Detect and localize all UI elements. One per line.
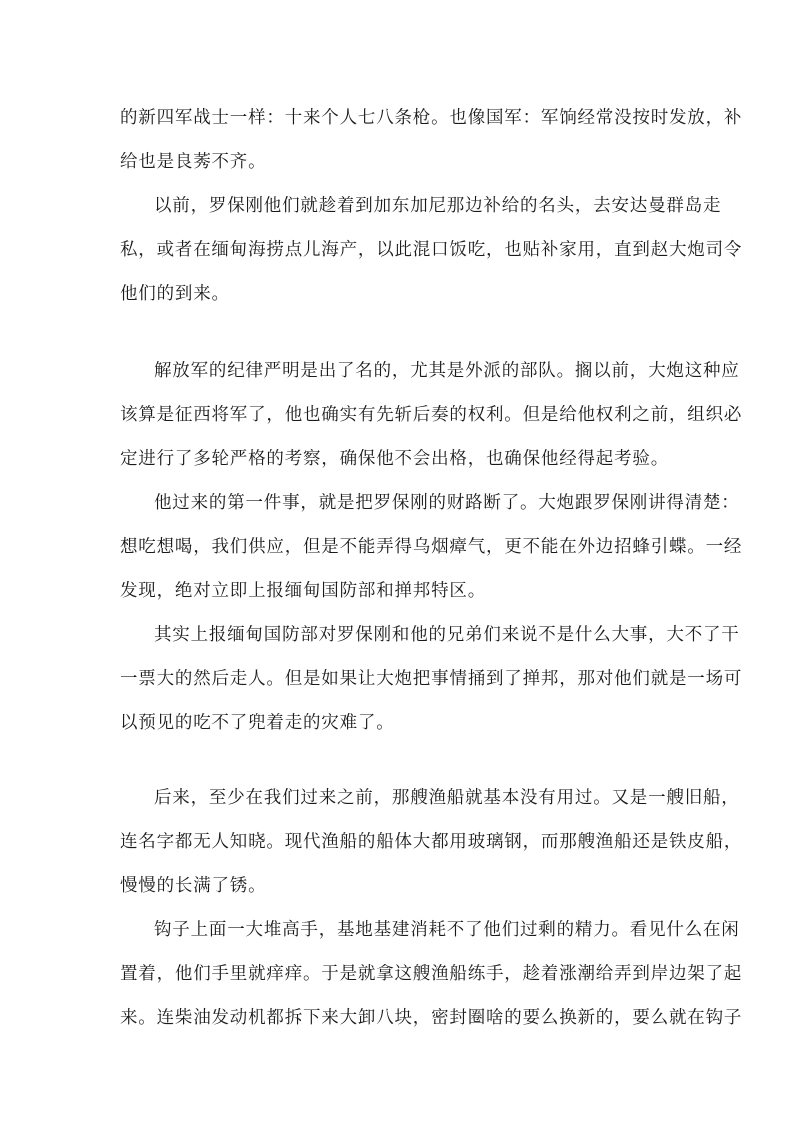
text-line: 来。连柴油发动机都拆下来大卸八块，密封圈啥的要么换新的，要么就在钩子 [120, 1008, 743, 1028]
text-line: 他过来的第一件事，就是把罗保刚的财路断了。大炮跟罗保刚讲得清楚： [154, 493, 740, 513]
text-line: 私，或者在缅甸海捞点儿海产，以此混口饭吃，也贴补家用，直到赵大炮司令 [120, 240, 743, 260]
text-line: 置着，他们手里就痒痒。于是就拿这艘渔船练手，趁着涨潮给弄到岸边架了起 [120, 964, 743, 984]
text-line: 定进行了多轮严格的考察，确保他不会出格，也确保他经得起考验。 [120, 449, 669, 469]
text-line: 的新四军战士一样：十来个人七八条枪。也像国军：军饷经常没按时发放，补 [120, 108, 743, 128]
text-line: 后来，至少在我们过来之前，那艘渔船就基本没有用过。又是一艘旧船， [154, 788, 740, 808]
text-line: 其实上报缅甸国防部对罗保刚和他的兄弟们来说不是什么大事，大不了干 [154, 625, 740, 645]
text-line: 钩子上面一大堆高手，基地基建消耗不了他们过剩的精力。看见什么在闲 [154, 920, 740, 940]
text-line: 以前，罗保刚他们就趁着到加东加尼那边补给的名头，去安达曼群岛走 [154, 196, 722, 216]
text-line: 一票大的然后走人。但是如果让大炮把事情捅到了掸邦，那对他们就是一场可 [120, 669, 743, 689]
text-line: 发现，绝对立即上报缅甸国防部和掸邦特区。 [120, 581, 486, 601]
text-line: 以预见的吃不了兜着走的灾难了。 [120, 713, 395, 733]
text-line: 解放军的纪律严明是出了名的，尤其是外派的部队。搁以前，大炮这种应 [154, 361, 740, 381]
text-line: 给也是良莠不齐。 [120, 152, 267, 172]
text-line: 慢慢的长满了锈。 [120, 876, 267, 896]
text-line: 连名字都无人知晓。现代渔船的船体大都用玻璃钢，而那艘渔船还是铁皮船， [120, 832, 743, 852]
text-line: 想吃想喝，我们供应，但是不能弄得乌烟瘴气，更不能在外边招蜂引蝶。一经 [120, 537, 743, 557]
text-line: 该算是征西将军了，他也确实有先斩后奏的权利。但是给他权利之前，组织必 [120, 405, 743, 425]
text-line: 他们的到来。 [120, 284, 230, 304]
